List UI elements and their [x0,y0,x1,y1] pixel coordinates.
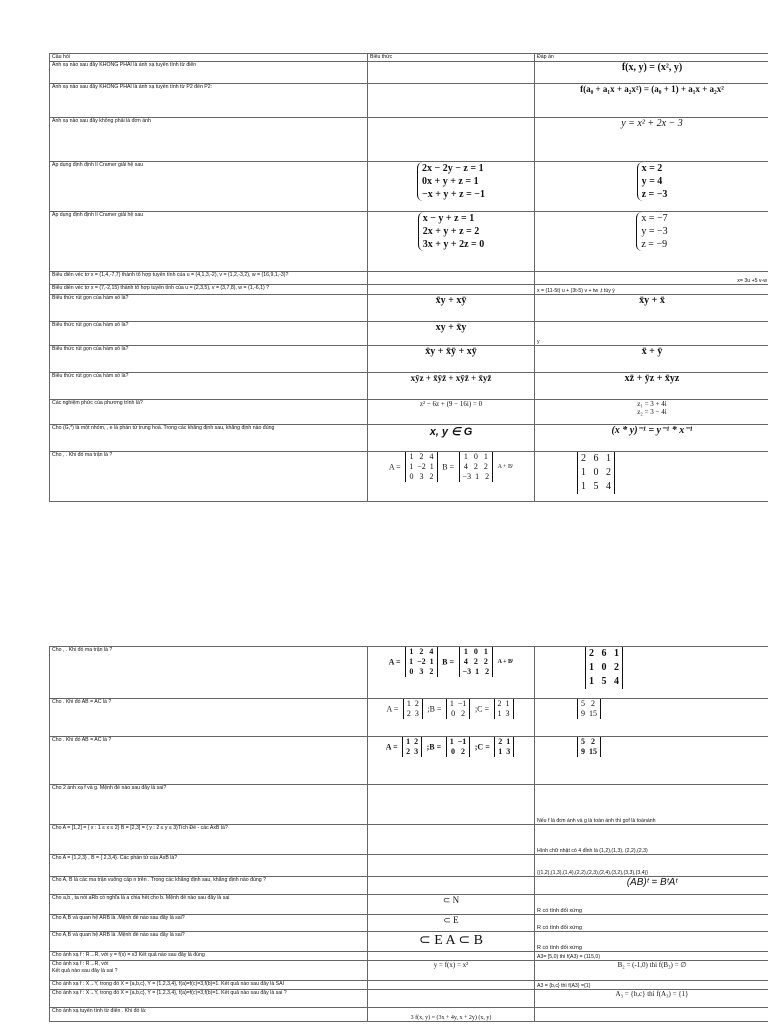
table-row [50,990,768,1008]
equation-line: 2x − 2y − z = 1 [422,162,484,174]
table-row [50,161,768,211]
equation-line: 2x + y + z = 2 [422,225,480,237]
table-row [50,981,768,990]
question-cell: Biểu thức rút gọn của hàm số là? [50,372,368,399]
expression-cell: xy + x̄y [368,321,535,345]
expression-cell: x, y ∈ G [368,424,535,451]
matrix-a: 1 2 2 3 [402,737,422,757]
question-table-1 [49,53,768,502]
expression-cell [368,211,535,271]
solution-line: y = −3 [641,225,668,237]
solution-line: z = −3 [641,188,668,200]
table-row [50,952,768,961]
question-cell: Biểu thức rút gọn của hàm số là? [50,294,368,321]
question-cell: Cho 2 ánh xạ f và g. Mệnh đề nào sau đây là sai? [50,785,368,825]
answer-cell: xz̄ + ȳz + x̄yz [535,372,768,399]
equation-line: −x + y + z = −1 [422,188,485,200]
table-row [50,284,768,294]
answer-cell: x= 3u +5 v-w [535,271,768,284]
equation-system [418,212,485,251]
equation-line: 0x + y + z = 1 [422,175,479,187]
answer-cell: {(1,2),(1,3),(1,4),(2,2),(2,3),(2,4),(3,2),(3,3),(3,4)} [535,855,768,877]
answer-cell: B₂ = (-1,0) thì f(B₂) = ∅ [535,961,768,981]
expression-cell [368,785,535,825]
expression-cell: 3 f(x, y) = (3x + 4y, x + 2y) (x, y) [368,1008,535,1022]
table-row [50,321,768,345]
question-cell: Biểu thức rút gọn của hàm số là? [50,345,368,372]
question-cell: Ánh xạ nào sau đây không phải là đơn ánh [50,117,368,161]
expression-cell [368,981,535,990]
answer-cell [535,211,768,271]
table-row [50,737,768,785]
expression-cell: y = f(x) = x² [368,961,535,981]
table-row [50,647,768,699]
table-row [50,895,768,915]
answer-cell: (x * y)⁻¹ = y⁻¹ * x⁻¹ [535,424,768,451]
matrix-b: 1 0 1 4 2 2 −3 1 2 [459,452,494,482]
question-cell: Cho ánh xạ f : X→Y, trong đó X = {a,b,c}, Y = {1,2,3,4}, f(a)=f(c)=3,f(b)=1. Kết quả nào sau đây là SAI [50,981,368,990]
question-table-2 [49,646,768,1022]
expression-cell: A = 1 2 2 3 ;B = 1 −1 0 2 ;C = 2 1 1 3 [368,699,535,737]
table-row [50,117,768,161]
expression-cell [368,271,535,284]
header-question: Câu hỏi [50,54,368,62]
answer-matrix: 5 2 9 15 [577,699,601,719]
expression-cell: ⊂ E A ⊂ B [368,932,535,952]
table-row [50,372,768,399]
expression-tail: A + Bᵗ [497,463,514,470]
solution-system [636,212,667,251]
answer-cell: A₃ = {b,c} thì f(A₃) = {1} [535,990,768,1008]
matrix-c: 2 1 1 3 [494,737,514,757]
table-row [50,961,768,981]
answer-cell [535,1008,768,1022]
matrix-a: 1 2 4 1 −2 1 0 3 2 [405,452,438,482]
question-cell: Cho A,B và quan hệ ARB là .Mệnh đề nào sau đây là sai? [50,932,368,952]
question-cell: Cho A = {1,2,3} , B = { 2,3,4}. Các phần tử của AxB là? [50,855,368,877]
solution-line: y = 4 [641,175,663,187]
expression-cell [368,952,535,961]
question-cell: Biểu thức rút gọn của hàm số là? [50,321,368,345]
question-cell: Áp dụng định định lí Cramer giải hệ sau [50,161,368,211]
answer-cell: f(x, y) = (x², y) [535,61,768,83]
expression-cell [368,161,535,211]
expression-cell: xȳz + x̄ȳz̄ + xȳz̄ + x̄yz̄ [368,372,535,399]
answer-matrix: 2 6 1 1 0 2 1 5 4 [577,452,615,494]
answer-cell: f(a₀ + a₁x + a₂x²) = (a₀ + 1) + a₁x + a₂x² [535,83,768,117]
expression-cell [368,61,535,83]
expression-cell: ⊂ N [368,895,535,915]
table-row [50,699,768,737]
question-cell: Biểu diễn véc tơ x = (7,-2,15) thành tổ hợp tuyến tính của u = (2,3,5), v = (3,7,8), w = (1,-6,1) ? [50,284,368,294]
answer-cell [535,161,768,211]
question-cell: Cho . Khi đó AB = AC là ? [50,737,368,785]
answer-cell: y = x² + 2x − 3 [535,117,768,161]
solution-line: z = −9 [641,238,668,250]
question-cell: Áp dụng định định lí Cramer giải hệ sau [50,211,368,271]
answer-cell [535,451,768,501]
matrix-b: 1 −1 0 2 [446,699,471,719]
question-cell: Cho a,b , ta nói aRb có nghĩa là a chia hết cho b. Mệnh đề nào sau đây là sai [50,895,368,915]
answer-cell: Nếu f là đơn ánh và g là toàn ánh thì gof là toànánh [535,785,768,825]
expression-cell: A = 1 2 2 3 ;B = 1 −1 0 2 ;C = 2 1 1 3 [368,737,535,785]
question-cell: Cho (G,*) là một nhóm, , e là phần tử trung hoà. Trong các khẳng định sau, khẳng định nào đúng [50,424,368,451]
solution-line: x = 2 [641,162,663,174]
header-expression: Biểu thức [368,54,535,62]
answer-cell [535,737,768,785]
expression-cell: x̄y + xȳ [368,294,535,321]
root-line: z₂ = 3 − 4i [637,407,667,416]
table-row [50,61,768,83]
question-cell: Biểu diễn véc tơ x = (1,4,-7,7) thành tổ hợp tuyến tính của u = (4,1,3,-2), v = (1,2,-3,2), w = (16,9,1,-3)? [50,271,368,284]
table-row [50,399,768,424]
answer-matrix: 5 2 9 15 [577,737,601,757]
answer-cell: y [535,321,768,345]
expression-cell [368,825,535,855]
table-row [50,83,768,117]
table-row [50,294,768,321]
header-answer: Đáp án [535,54,768,62]
answer-cell: R có tính đối xứng [535,932,768,952]
question-cell: Ánh xạ nào sau đây KHÔNG PHẢI là ánh xạ tuyến tính từ P2 đến P2: [50,83,368,117]
table-row [50,345,768,372]
table-row [50,855,768,877]
answer-cell: (AB)ᵗ = BᵗAᵗ [535,877,768,895]
expression-cell [368,284,535,294]
table-row [50,211,768,271]
expression-cell [368,990,535,1008]
matrix-b: 1 0 1 4 2 2 −3 1 2 [459,647,494,677]
question-cell: Cho ánh xạ f : X→Y, trong đó X = {a,b,c}, Y = {1,2,3,4}, f(a)=f(c)=3,f(b)=1. Kết quả nào sau đây là sai ? [50,990,368,1008]
matrix-a: 1 2 2 3 [403,699,423,719]
matrix-a: 1 2 4 1 −2 1 0 3 2 [405,647,438,677]
table-header-row [50,54,768,62]
expression-cell [368,117,535,161]
expression-cell: z² − 6z + (9 − 16i) = 0 [368,399,535,424]
answer-matrix: 2 6 1 1 0 2 1 5 4 [585,647,623,689]
expression-cell: A = 1 2 4 1 −2 1 0 3 2 B = 1 0 1 4 2 2 −3 1 2 A + Bᵗ [368,647,535,699]
solution-system [637,162,668,201]
table-row [50,271,768,284]
table-row [50,932,768,952]
table-row [50,877,768,895]
table-row [50,424,768,451]
answer-cell [535,399,768,424]
answer-cell: R có tính đối xứng [535,915,768,932]
solution-line: x = −7 [641,212,668,224]
answer-cell: x̄y + x̄ [535,294,768,321]
matrix-b: 1 −1 0 2 [446,737,471,757]
table-row [50,825,768,855]
expression-cell: A = 1 2 4 1 −2 1 0 3 2 B = 1 0 1 4 2 2 −3 1 2 A + Bᵗ [368,451,535,501]
question-cell: Cho . Khi đó AB = AC là ? [50,699,368,737]
answer-cell: x̄ + ȳ [535,345,768,372]
expression-cell [368,877,535,895]
table-row [50,785,768,825]
question-cell: Cho ánh xạ f : R→R, với y = f(x) = x3 Kết quả nào sau đây là đúng [50,952,368,961]
answer-cell: A3 = {b,c} thì f(A3) ={1} [535,981,768,990]
expression-cell: ⊂ E [368,915,535,932]
table-row [50,915,768,932]
expression-cell [368,855,535,877]
table-row [50,1008,768,1022]
question-cell: Cho A, B là các ma trận vuông cấp n trên . Trong các khẳng định sau, khẳng định nào đúng ? [50,877,368,895]
equation-line: 3x + y + 2z = 0 [422,238,485,250]
root-line: z₁ = 3 + 4i [637,399,667,408]
question-cell: Cho A,B và quan hệ ARB là .Mệnh đề nào sau đây là sai? [50,915,368,932]
question-cell: Cho , . Khi đó ma trận là ? [50,451,368,501]
matrix-c: 2 1 1 3 [494,699,514,719]
answer-cell [535,647,768,699]
table-row [50,451,768,501]
question-cell: Cho ánh xạ tuyến tính từ điển . Khi đó là: [50,1008,368,1022]
question-cell: Các nghiệm phức của phương trình là? [50,399,368,424]
answer-cell: A3= [5,0) thì f(A3) = (115,0) [535,952,768,961]
question-cell: Cho , . Khi đó ma trận là ? [50,647,368,699]
answer-cell: Hình chữ nhật có 4 đỉnh là (1,2),(1,3), (2,2),(2,3) [535,825,768,855]
question-cell: Cho ánh xạ f : R→R, với Kết quả nào sau đây là sai ? [50,961,368,981]
question-cell: Ánh xạ nào sau đây KHÔNG PHẢI là ánh xạ tuyến tính từ điển [50,61,368,83]
expression-cell: x̄y + x̄ȳ + xȳ [368,345,535,372]
expression-tail: A + Bᵗ [497,659,514,665]
expression-cell [368,83,535,117]
question-cell: Cho A = [1,2] = { x : 1 ≤ x ≤ 2} B = [2,3] = { y : 2 ≤ y ≤ 3}Tích Đề - các AxB là? [50,825,368,855]
equation-system [417,162,485,201]
answer-cell: R có tính đối xứng [535,895,768,915]
answer-cell: x = (11-5t) u + (3t-5) v + tw ,t tùy ý [535,284,768,294]
answer-cell [535,699,768,737]
equation-line: x − y + z = 1 [422,212,475,224]
